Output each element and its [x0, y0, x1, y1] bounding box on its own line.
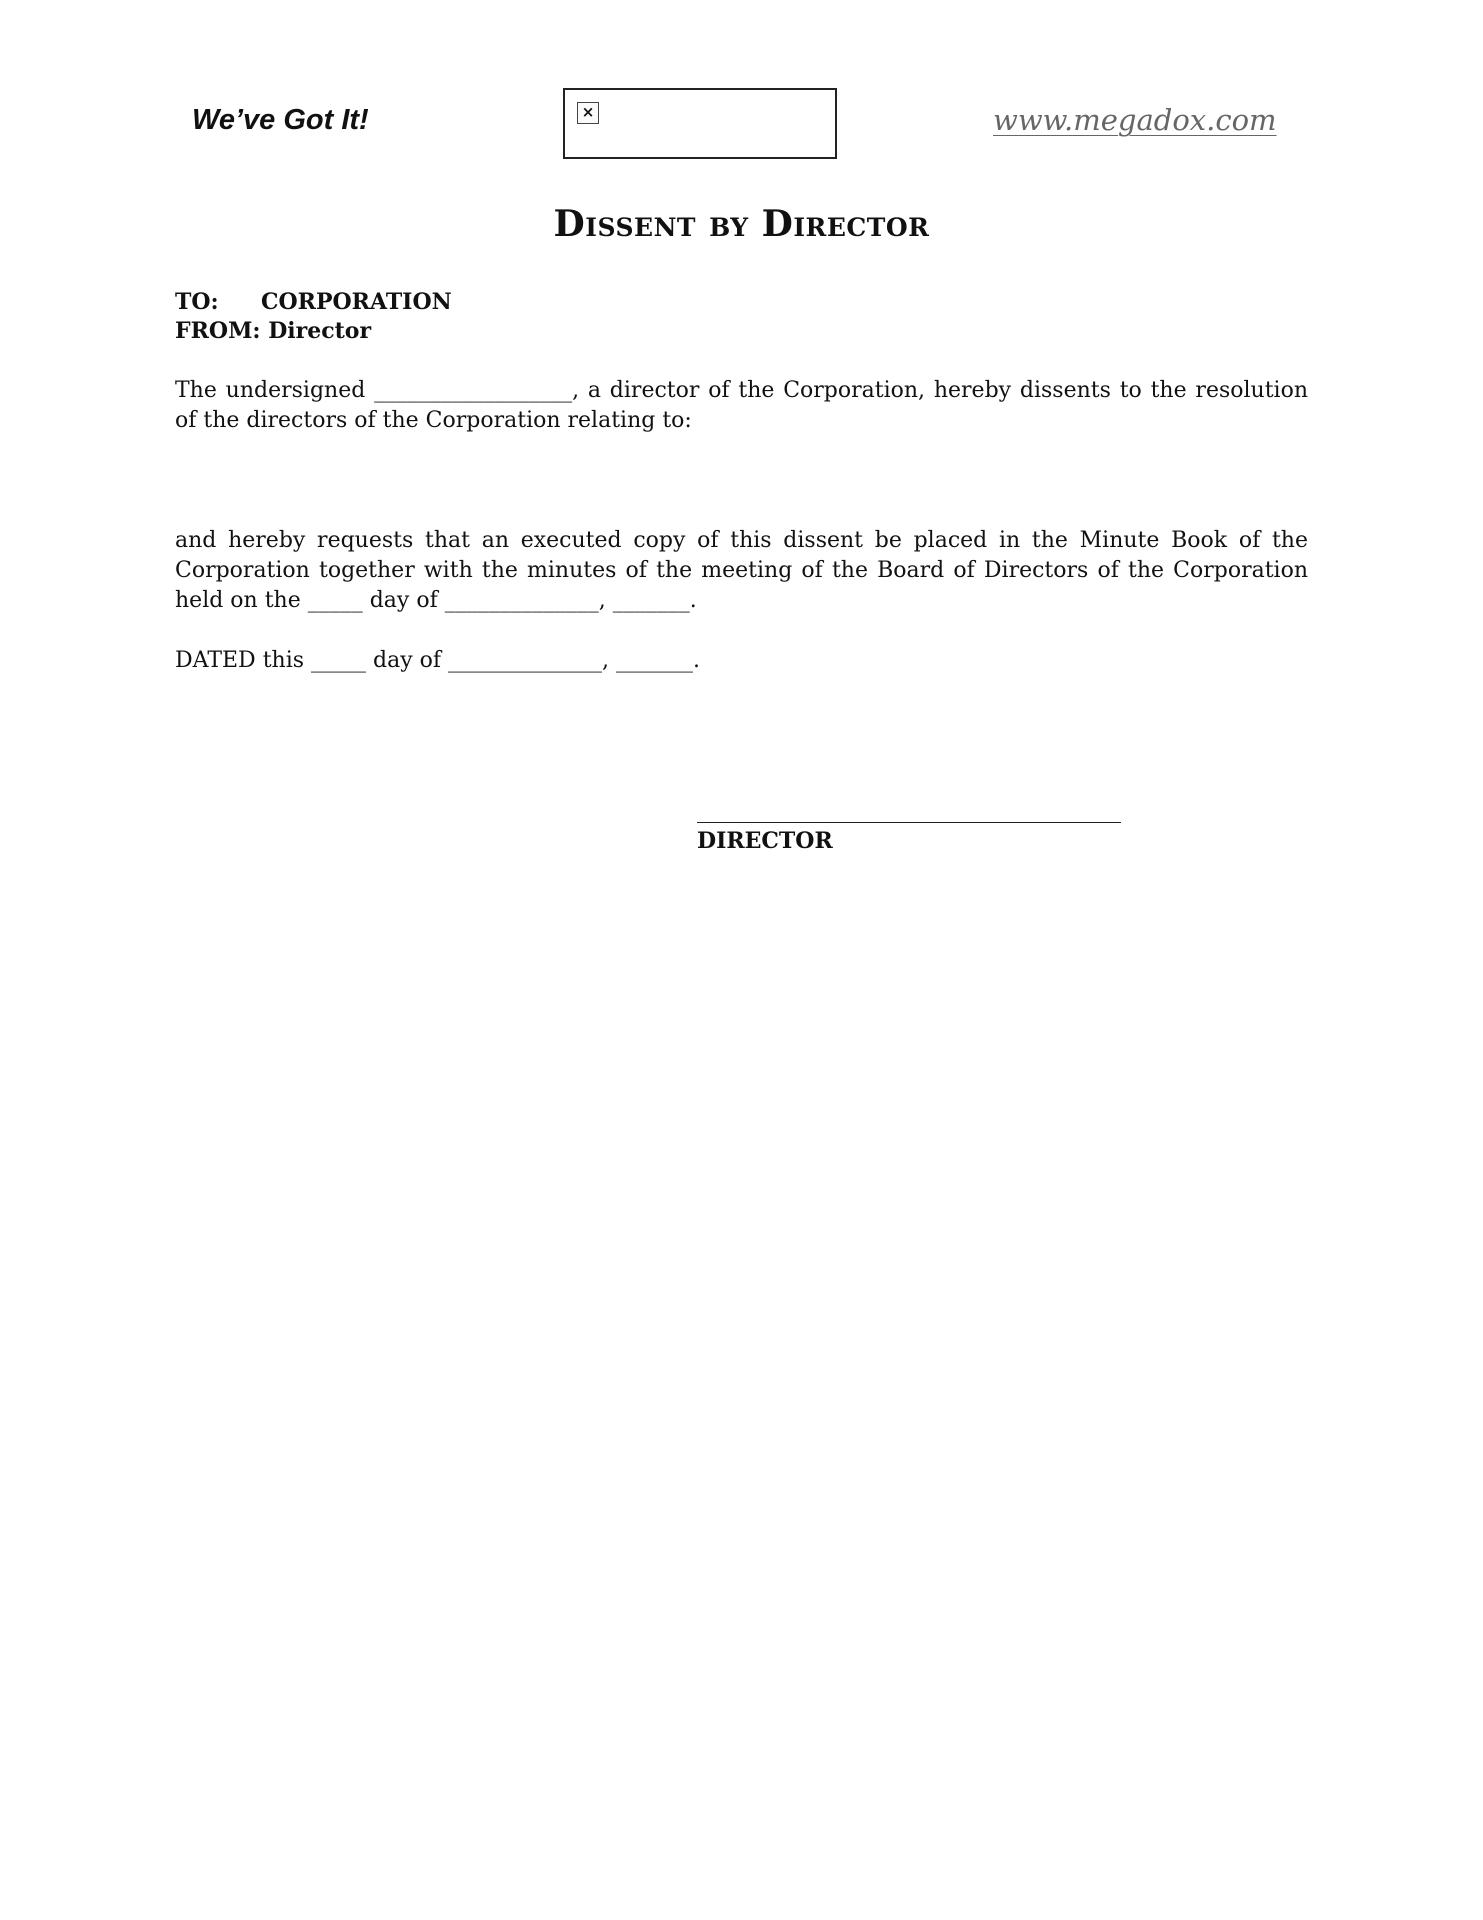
- from-value: Director: [268, 318, 372, 344]
- site-url-link[interactable]: www.megadox.com: [993, 103, 1277, 137]
- logo-image-placeholder: [563, 88, 837, 159]
- signature-label: DIRECTOR: [697, 828, 833, 854]
- from-label: FROM:: [175, 318, 261, 344]
- to-label: TO:: [175, 289, 219, 315]
- to-value: CORPORATION: [261, 289, 452, 315]
- signature-line: [697, 822, 1121, 823]
- tagline: We’ve Got It!: [192, 104, 369, 136]
- document-title: Dissent by Director: [553, 203, 930, 245]
- dissent-paragraph: The undersigned __________________, a director of the Corporation, hereby dissents to the resolution of the directors of the Corporation relating to:: [175, 378, 1308, 433]
- request-paragraph: and hereby requests that an executed copy of this dissent be placed in the Minute Book of the Corporation together with the minutes of the meeting of the Board of Directors of the Corporation held on the _____ day of ______________, _______.: [175, 528, 1308, 613]
- broken-image-icon: ×: [577, 102, 599, 124]
- to-line: [175, 287, 452, 317]
- from-line: [175, 316, 371, 346]
- dated-line: DATED this _____ day of ______________, _______.: [175, 648, 700, 673]
